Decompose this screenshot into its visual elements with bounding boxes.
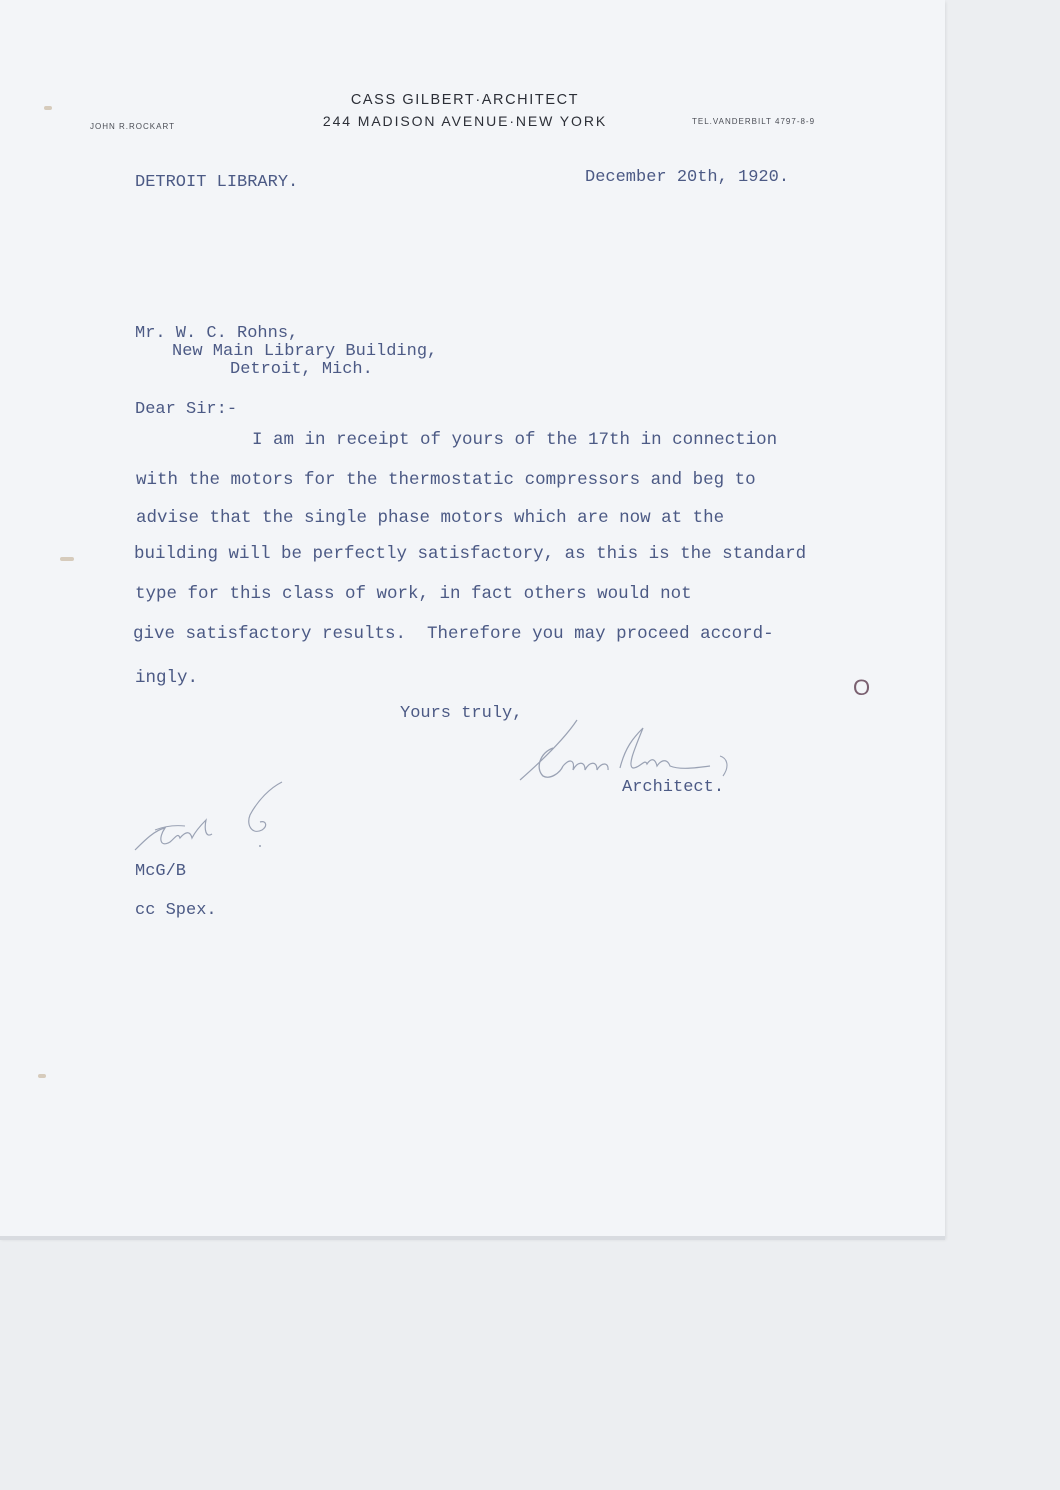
handwritten-initials [130,780,290,865]
signature-title: Architect. [622,778,725,797]
recipient-name: Mr. W. C. Rohns, [135,324,299,343]
body-line: I am in receipt of yours of the 17th in connection [252,430,778,450]
paper-bottom-edge [0,1236,945,1240]
letterhead-telephone: TEL.VANDERBILT 4797-8-9 [692,117,816,126]
letterhead-address: 244 MADISON AVENUE·NEW YORK [322,113,608,129]
paper-speck [44,106,52,110]
body-line: building will be perfectly satisfactory, as this is the standard [134,544,807,564]
typist-initials: McG/B [135,862,187,881]
letterhead-firm-name: CASS GILBERT·ARCHITECT [350,92,580,108]
letterhead-associate-name: JOHN R.ROCKART [90,122,175,131]
body-line: advise that the single phase motors which are now at the [136,508,725,528]
body-line: give satisfactory results. Therefore you may proceed accord- [133,624,774,644]
paper-speck [38,1074,46,1078]
recipient-building: New Main Library Building, [172,342,438,361]
letter-date: December 20th, 1920. [585,168,790,187]
margin-mark: O [853,675,871,700]
recipient-city: Detroit, Mich. [230,360,373,379]
body-line: ingly. [135,668,199,688]
salutation: Dear Sir:- [135,400,238,419]
paper-speck [60,557,74,561]
body-line: type for this class of work, in fact others would not [135,584,692,604]
letter-subject: DETROIT LIBRARY. [135,173,299,192]
closing: Yours truly, [400,704,523,723]
carbon-copy-note: cc Spex. [135,901,217,920]
body-line: with the motors for the thermostatic compressors and beg to [136,470,756,490]
